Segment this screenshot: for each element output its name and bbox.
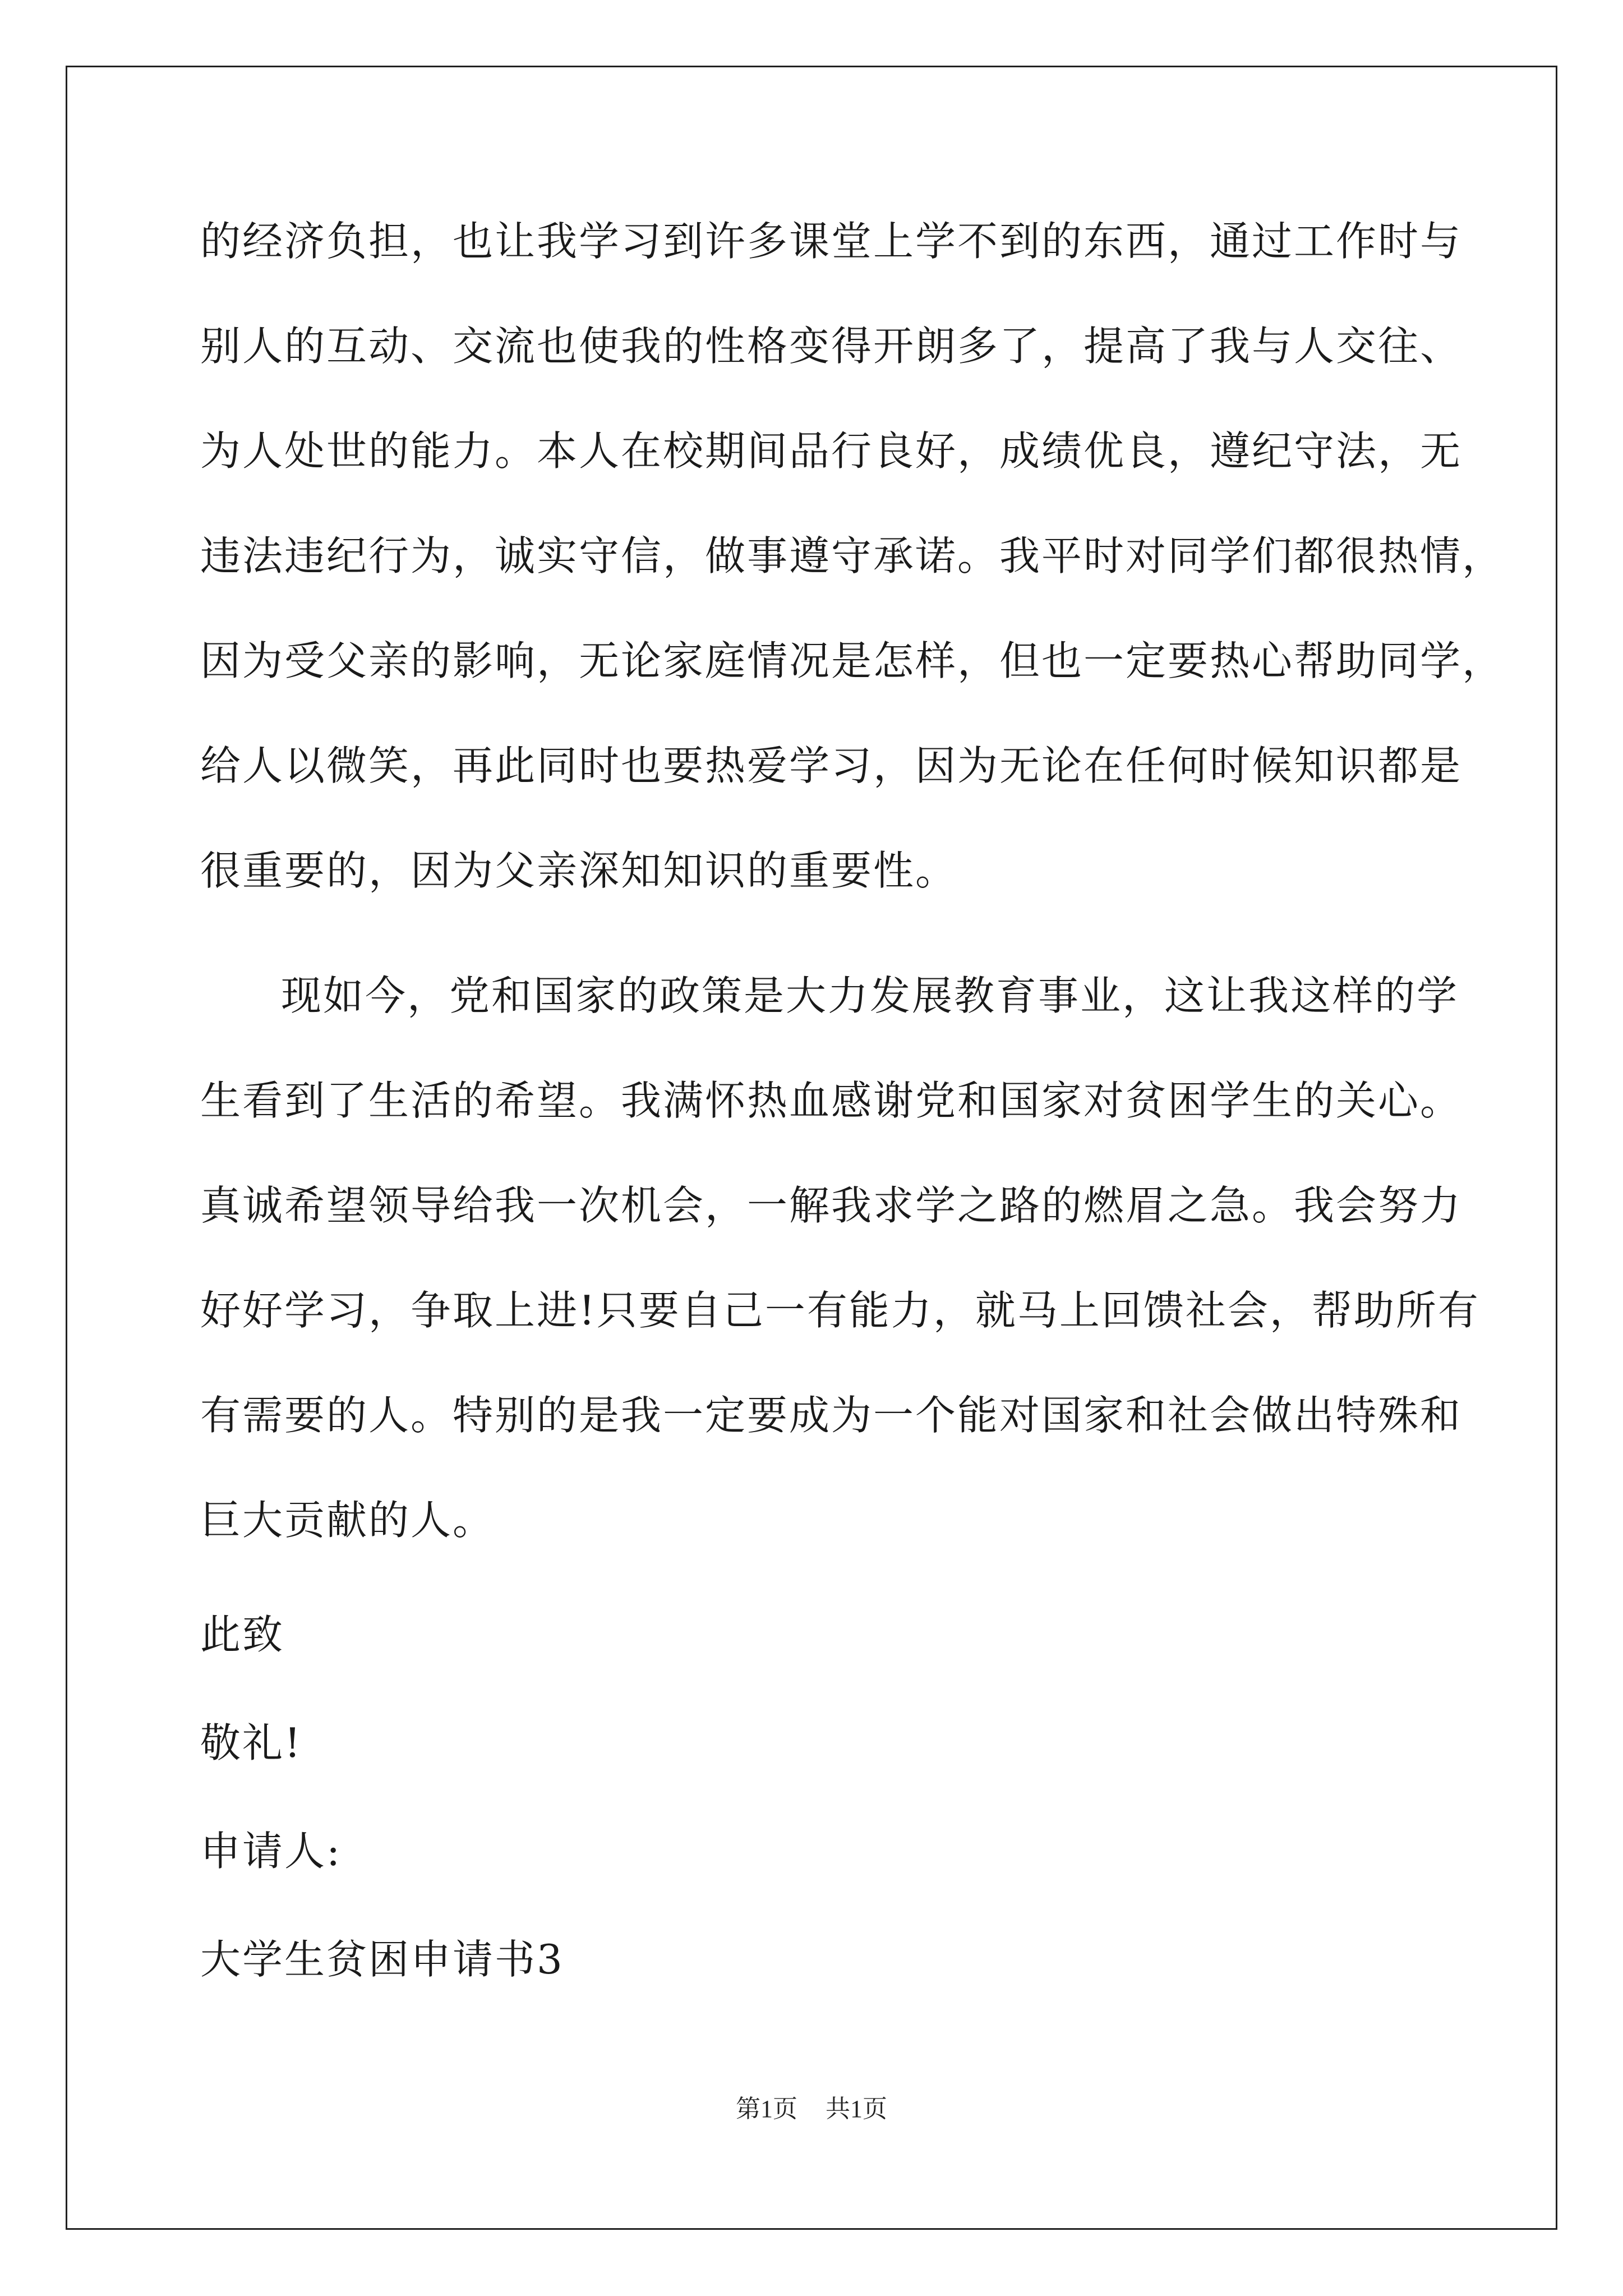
paragraph-line: 生看到了生活的希望。我满怀热血感谢党和国家对贫困学生的关心。: [200, 1077, 1463, 1124]
paragraph-line: 很重要的，因为父亲深知知识的重要性。: [200, 847, 958, 894]
paragraph-line: 真诚希望领导给我一次机会，一解我求学之路的燃眉之急。我会努力: [200, 1182, 1463, 1229]
closing-regards: 敬礼!: [200, 1719, 302, 1766]
paragraph-line: 为人处世的能力。本人在校期间品行良好，成绩优良，遵纪守法，无: [200, 427, 1463, 475]
page-number-current: 第1页: [736, 2095, 797, 2123]
paragraph-line: 的经济负担，也让我学习到许多课堂上学不到的东西，通过工作时与: [200, 218, 1463, 265]
paragraph-line: 现如今，党和国家的政策是大力发展教育事业，这让我这样的学: [281, 972, 1459, 1019]
applicant-label: 申请人:: [200, 1828, 342, 1875]
closing-salutation: 此致: [200, 1611, 285, 1658]
paragraph-line: 给人以微笑，再此同时也要热爱学习，因为无论在任何时候知识都是: [200, 742, 1463, 789]
paragraph-line: 因为受父亲的影响，无论家庭情况是怎样，但也一定要热心帮助同学，: [200, 637, 1505, 684]
paragraph-line: 有需要的人。特别的是我一定要成为一个能对国家和社会做出特殊和: [200, 1392, 1463, 1439]
paragraph-line: 别人的互动、交流也使我的性格变得开朗多了，提高了我与人交往、: [200, 323, 1463, 370]
paragraph-line: 好好学习，争取上进!只要自己一有能力，就马上回馈社会，帮助所有: [200, 1287, 1480, 1334]
page-footer: [0, 2092, 1623, 2126]
page-number-total: 共1页: [826, 2095, 887, 2123]
section-heading: 大学生贫困申请书3: [200, 1936, 564, 1983]
paragraph-line: 巨大贡献的人。: [200, 1497, 495, 1544]
page-border: [66, 66, 1557, 2230]
paragraph-line: 违法违纪行为，诚实守信，做事遵守承诺。我平时对同学们都很热情，: [200, 532, 1505, 579]
